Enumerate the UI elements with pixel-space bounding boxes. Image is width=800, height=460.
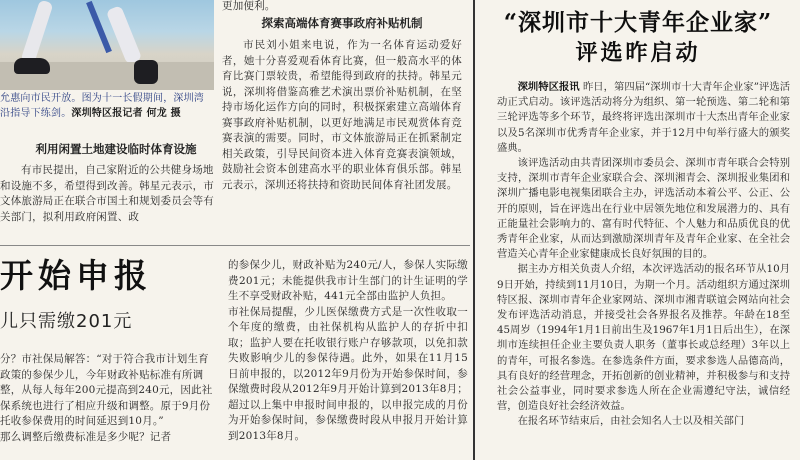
article-body-entrepreneurs: 深圳特区报讯 昨日，第四届“深圳市十大青年企业家”评选活动正式启动。该评选活动将分为组织、第一轮预选、第二轮和第三轮评选等多个环节，最终将评选出深圳市十大杰出青年企业家以及5名深圳市优秀青年企业家，并于12月中旬举行盛大的颁奖盛典。 该评选活动由共青团深圳市委员会、深圳市青年联合会特别支持，深圳市青年企业家联合会、深圳湘青会、深圳报业集团和深圳广播电影电视集团联合主办，评选活动本着公平、公正、公开的原则，旨在评选出在行业中居领先地位和发展潜力的、具有正能量社会影响力的、富有时代特征、个人魅力和品质优良的优秀青年企业家，从而达到激励深圳青年及青年企业家、在全社会营造关心青年企业家健康成长良好氛围的目的。 据主办方相关负责人介绍，本次评选活动的报名环节从10月9日开始，持续到11月10日，为期一个月。活动组织方通过深圳特区报、深圳市青年企业家网站、深圳市湘青联谊会网站向社会发布评选活动消息，并接受社会各界报名及推荐。年龄在18至45周岁（1994年1月1日前出生及1967年1月1日后出生），在深圳市连续担任企业主要负责人职务（董事长或总经理）3年以上的青年，可报名参选。在参选条件方面，要求参选人品德高尚，具有良好的经营理念，开拓创新的创业精神，并积极参与和支持社会公益事业，同时要求参选人所在企业需遵纪守法，诚信经营，创造良好社会经济效益。 在报名环节结束后，由社会知名人士以及相关部门	[497, 81, 790, 428]
dateline: 深圳特区报讯	[517, 81, 580, 93]
photo-caption: 允惠向市民开放。图为十一长假期间，深圳湾 沿指导下练剑。深圳特区报记者 何龙 摄	[0, 93, 204, 119]
article-body-col1: 有市民提出，自己家附近的公共健身场地和设施不多，希望得到改善。韩星元表示，市文体旅游局正在联合市国土和规划委员会等有关部门，拟利用政府闲置、政	[0, 164, 214, 223]
headline-young-entrepreneurs: “深圳市十大青年企业家” 评选昨启动	[503, 9, 773, 66]
article-body-lower-left: 分？市社保局解答：“对于符合我市计划生育政策的参保少儿，今年财政补贴标准有所调整，从每人每年200元提高到240元，因此社保系统也进行了相应升级和调整。原于9月份托收参保费用的时间延迟到10月。” 那么调整后缴费标准是多少呢？记者	[0, 353, 213, 443]
article-body-col2: 市民刘小姐来电说，作为一名体育运动爱好者，她十分喜爱观看体育比赛，但一般高水平的体育比赛门票较贵，希望能得到政府的扶持。韩星元说，深圳将借鉴高雅艺术演出票价补贴机制，在坚持市场化运作方向的同时，积极探索建立高端体育赛事政府补贴机制，以更好地满足市民观赏体育竞赛表演的需要。同时，市文体旅游局正在抓紧制定相关政策，引导民间资本进入体育竞赛表演领域，鼓励社会资本创建高水平的职业体育俱乐部。韩星元表示，深圳还将扶持和资助民间体育社团发展。	[222, 39, 462, 191]
subheadline-fee: 儿只需缴201元	[0, 311, 133, 332]
headline-start-application: 开始申报	[0, 256, 152, 295]
article-continuation: 更加便利。	[222, 0, 276, 12]
section-divider	[0, 245, 470, 246]
news-photo	[0, 0, 214, 90]
subheading-sports-subsidy: 探索高端体育赛事政府补贴机制	[261, 16, 423, 30]
subheading-temporary-facilities: 利用闲置土地建设临时体育设施	[35, 142, 197, 156]
photo-credit: 深圳特区报记者 何龙 摄	[71, 108, 181, 119]
article-body-lower-right: 的参保少儿，财政补贴为240元/人，参保人实际缴费201元；未能提供我市计生部门的计生证明的学生不享受财政补贴，441元全部由监护人负担。 市社保局提醒，少儿医保缴费方式是一次性收取一个年度的缴费，由社保机构从监护人的存折中扣取；监护人要在托收银行账户存够款项，以免扣款失败影响少儿的参保待遇。此外，如果在11月15日前申报的，以2012年9月份为开始参保时间，参保缴费时段从2012年9月开始计算到2013年8月；超过以上集中申报时间申报的，以申报完成的月份为开始参保时间，参保缴费时段从申报月开始计算到2013年8月。	[228, 259, 468, 442]
column-divider	[473, 0, 475, 460]
